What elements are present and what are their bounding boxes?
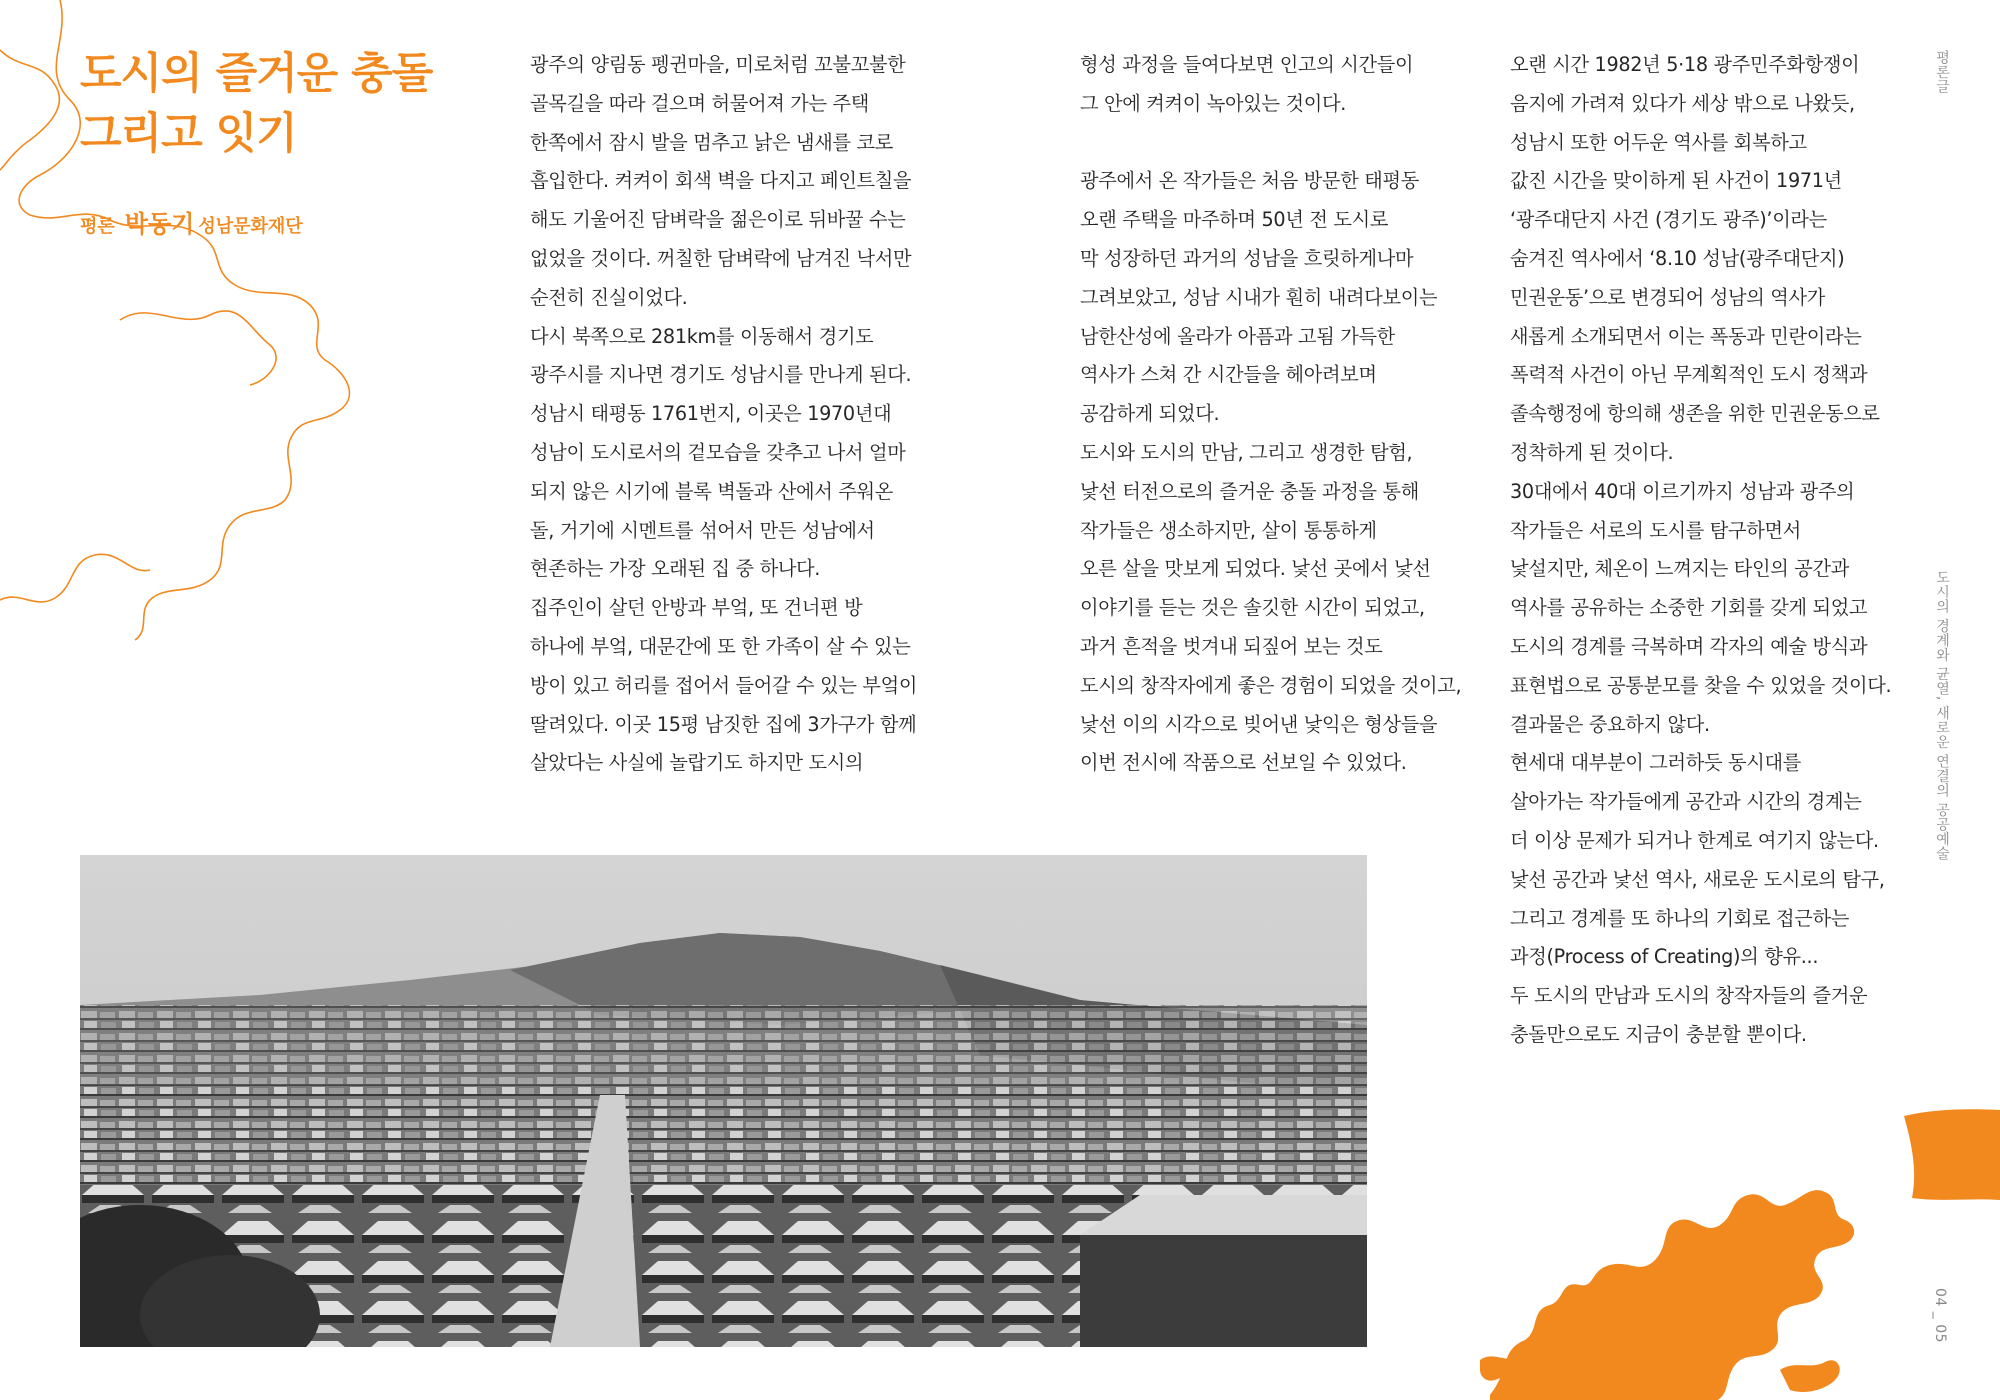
text-line: 작가들은 서로의 도시를 탐구하면서 xyxy=(1510,518,1801,542)
text-line: 과정(Process of Creating)의 향유... xyxy=(1510,945,1819,969)
text-line: 30대에서 40대 이르기까지 성남과 광주의 xyxy=(1510,479,1855,503)
title-line-1: 도시의 즐거운 충돌 xyxy=(80,49,433,99)
text-column-1 xyxy=(530,46,917,783)
text-line: 표현법으로 공통분모를 찾을 수 있었을 것이다. xyxy=(1510,673,1892,697)
text-line: 숨겨진 역사에서 ‘8.10 성남(광주대단지) xyxy=(1510,246,1845,270)
text-line: 광주에서 온 작가들은 처음 방문한 태평동 xyxy=(1080,169,1419,193)
orange-map-shape xyxy=(1480,1180,1860,1400)
text-line xyxy=(1080,124,1461,163)
text-line: 졸속행정에 항의해 생존을 위한 민권운동으로 xyxy=(1510,402,1880,426)
text-line: 막 성장하던 과거의 성남을 흐릿하게나마 xyxy=(1080,246,1414,270)
text-line: 없었을 것이다. 꺼칠한 담벼락에 남겨진 낙서만 xyxy=(530,246,912,270)
text-line: 형성 과정을 들여다보면 인고의 시간들이 xyxy=(1080,53,1414,76)
text-line: ‘광주대단지 사건 (경기도 광주)’이라는 xyxy=(1510,208,1827,232)
text-line: 도시와 도시의 만남, 그리고 생경한 탐험, xyxy=(1080,440,1413,464)
text-line: 역사를 공유하는 소중한 기회를 갖게 되었고 xyxy=(1510,596,1868,620)
text-line: 광주시를 지나면 경기도 성남시를 만나게 된다. xyxy=(530,363,912,387)
text-line: 작가들은 생소하지만, 살이 통통하게 xyxy=(1080,518,1377,542)
orange-tab-shape xyxy=(1900,1108,2000,1203)
text-line: 오른 살을 맛보게 되었다. 낯선 곳에서 낯선 xyxy=(1080,557,1431,581)
text-line: 낯선 공간과 낯선 역사, 새로운 도시로의 탐구, xyxy=(1510,867,1885,891)
text-line: 그리고 경계를 또 하나의 기회로 접근하는 xyxy=(1510,906,1849,930)
section-label: 평론글 xyxy=(1934,50,1950,94)
text-line: 역사가 스쳐 간 시간들을 헤아려보며 xyxy=(1080,363,1377,387)
text-line: 순전히 진실이었다. xyxy=(530,285,688,309)
author-org: 성남문화재단 xyxy=(198,216,303,237)
text-line: 이번 전시에 작품으로 선보일 수 있었다. xyxy=(1080,751,1407,775)
text-line: 도시의 창작자에게 좋은 경험이 되었을 것이고, xyxy=(1080,673,1462,697)
byline-kind: 평론 xyxy=(80,216,115,237)
text-line: 충돌만으로도 지금이 충분할 뿐이다. xyxy=(1510,1022,1807,1046)
text-line: 과거 흔적을 벗겨내 되짚어 보는 것도 xyxy=(1080,634,1383,658)
text-line: 그려보았고, 성남 시내가 훤히 내려다보이는 xyxy=(1080,285,1438,309)
text-line: 성남시 태평동 1761번지, 이곳은 1970년대 xyxy=(530,402,892,426)
text-line: 현세대 대부분이 그러하듯 동시대를 xyxy=(1510,751,1801,775)
text-line: 살아가는 작가들에게 공간과 시간의 경계는 xyxy=(1510,790,1862,814)
text-line: 해도 기울어진 담벼락을 젊은이로 뒤바꿀 수는 xyxy=(530,208,906,232)
text-line: 낯설지만, 체온이 느껴지는 타인의 공간과 xyxy=(1510,557,1849,581)
author-name: 박동기 xyxy=(124,210,195,238)
text-line: 딸려있다. 이곳 15평 남짓한 집에 3가구가 함께 xyxy=(530,712,917,736)
title-line-2: 그리고 잇기 xyxy=(80,109,297,159)
text-line: 골목길을 따라 걸으며 허물어져 가는 주택 xyxy=(530,91,869,115)
text-line: 한쪽에서 잠시 발을 멈추고 낡은 냄새를 코로 xyxy=(530,130,894,154)
text-line: 결과물은 중요하지 않다. xyxy=(1510,712,1710,736)
exhibition-title: 도시의 경계와 균열, 새로운 연결의 공공예술 xyxy=(1934,570,1950,861)
text-line: 현존하는 가장 오래된 집 중 하나다. xyxy=(530,557,821,581)
text-line: 다시 북쪽으로 281km를 이동해서 경기도 xyxy=(530,324,874,348)
historical-city-photo xyxy=(80,855,1367,1347)
text-line: 집주인이 살던 안방과 부엌, 또 건너편 방 xyxy=(530,596,863,620)
text-line: 도시의 경계를 극복하며 각자의 예술 방식과 xyxy=(1510,634,1868,658)
text-line: 값진 시간을 맞이하게 된 사건이 1971년 xyxy=(1510,169,1842,193)
text-line: 남한산성에 올라가 아픔과 고됨 가득한 xyxy=(1080,324,1395,348)
text-column-2 xyxy=(1080,46,1461,783)
text-line: 방이 있고 허리를 접어서 들어갈 수 있는 부엌이 xyxy=(530,673,918,697)
text-column-3 xyxy=(1510,46,1891,1055)
byline xyxy=(80,204,303,239)
text-line: 광주의 양림동 펭귄마을, 미로처럼 꼬불꼬불한 xyxy=(530,53,906,76)
text-line: 이야기를 듣는 것은 솔깃한 시간이 되었고, xyxy=(1080,596,1425,620)
text-line: 살았다는 사실에 놀랍기도 하지만 도시의 xyxy=(530,751,864,775)
text-line: 민권운동’으로 변경되어 성남의 역사가 xyxy=(1510,285,1825,309)
text-line: 낯선 이의 시각으로 빚어낸 낯익은 형상들을 xyxy=(1080,712,1438,736)
text-line: 하나에 부엌, 대문간에 또 한 가족이 살 수 있는 xyxy=(530,634,911,658)
text-line: 낯선 터전으로의 즐거운 충돌 과정을 통해 xyxy=(1080,479,1419,503)
text-line: 더 이상 문제가 되거나 한계로 여기지 않는다. xyxy=(1510,828,1879,852)
text-line: 그 안에 켜켜이 녹아있는 것이다. xyxy=(1080,91,1347,115)
text-line: 공감하게 되었다. xyxy=(1080,402,1220,426)
page-numbers: 04 _ 05 xyxy=(1932,1288,1948,1344)
text-line: 오랜 주택을 마주하며 50년 전 도시로 xyxy=(1080,208,1389,232)
text-line: 새롭게 소개되면서 이는 폭동과 민란이라는 xyxy=(1510,324,1862,348)
text-line: 정착하게 된 것이다. xyxy=(1510,440,1674,464)
text-line: 음지에 가려져 있다가 세상 밖으로 나왔듯, xyxy=(1510,91,1855,115)
text-line: 폭력적 사건이 아닌 무계획적인 도시 정책과 xyxy=(1510,363,1868,387)
article-title xyxy=(80,44,480,164)
text-line: 되지 않은 시기에 블록 벽돌과 산에서 주워온 xyxy=(530,479,894,503)
text-line: 성남이 도시로서의 겉모습을 갖추고 나서 얼마 xyxy=(530,440,906,464)
text-line: 성남시 또한 어두운 역사를 회복하고 xyxy=(1510,130,1807,154)
text-line: 오랜 시간 1982년 5·18 광주민주화항쟁이 xyxy=(1510,53,1860,76)
text-line: 돌, 거기에 시멘트를 섞어서 만든 성남에서 xyxy=(530,518,875,542)
text-line: 흡입한다. 켜켜이 회색 벽을 다지고 페인트칠을 xyxy=(530,169,912,193)
text-line: 두 도시의 만남과 도시의 창작자들의 즐거운 xyxy=(1510,984,1868,1008)
